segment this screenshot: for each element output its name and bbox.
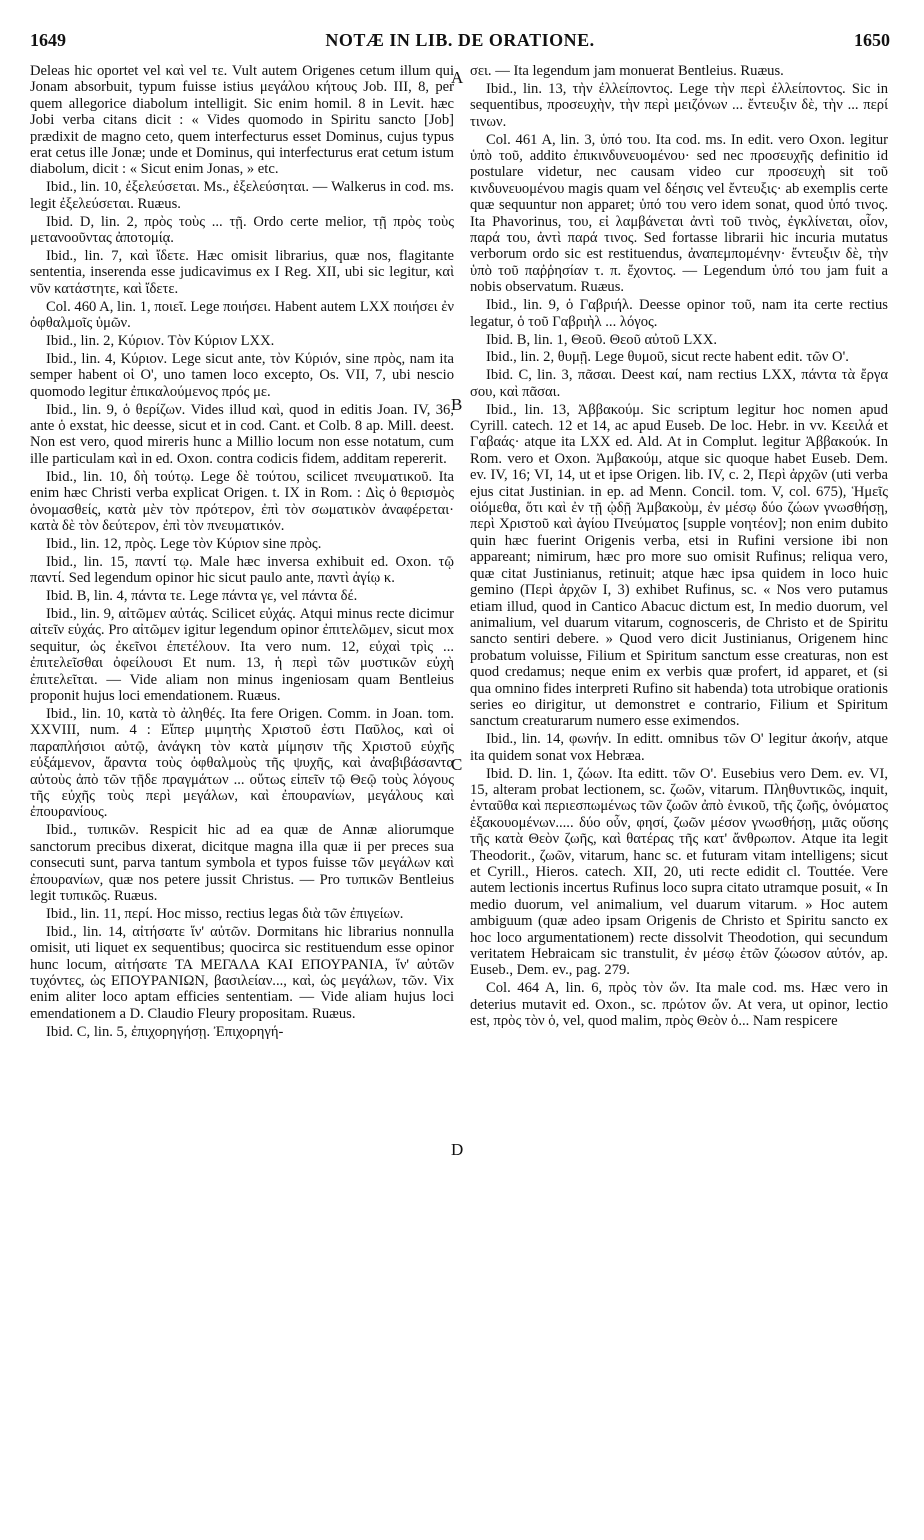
note-paragraph: Ibid. D. lin. 1, ζώων. Ita editt. τῶν Ο'. Eusebius vero Dem. ev. VI, 15, alteram probat lectionem, sc. ζωῶν, vitarum. Πληθυντικῶς, inquit, ἐνταῦθα καὶ περιεσπωμένως τῶν ζωῶν ἀπὸ ἑνικοῦ, τῆς ζωῆς, ὀνόματος ἐξακουομένων..... δύο οὖν, φησί, ζωῶν μέσον γνωσθήσῃ, μιᾶς οὔσης τῆς κατὰ Θεὸν ζωῆς, καὶ θατέρας τῆς κατ' ἄνθρωπον. Atque ita legit Theodorit., ζωῶν, vitarum, hanc sc. et futuram vitam intelligens; sicut et Cyrill., Hieros. catech. XII, 20, uti recte edidit cl. Touttée. Vere autem lectionis incertus Rufinus loco supra citato utramque posuit, « In medio duorum, vel animalium, vel duarum vitarum. » Hoc autem ambiguum (quæ adeo ipsam Origenis de Christo et Spiritu sancto ex hoc loco argumentationem) recte dissolvit Theodotion, qui secundum veritatem Hebraicam sic transtulit, ἐν μέσῳ ἐτῶν ζώωσον αὐτόν, ap. Euseb., Dem. ev., pag. 279. — [470, 765, 888, 979]
note-paragraph: Ibid., lin. 2, Κύριον. Τὸν Κύριον LXX. — [46, 333, 275, 349]
margin-letter-c: C — [451, 755, 463, 774]
note-paragraph: Ibid., lin. 14, αἰτήσατε ἵν' αὐτῶν. Dormitans hic librarius nonnulla omisit, uti liquet ex sequentibus; quocirca sic restituendum esse opinor hunc locum, αἰτήσατε ΤΑ ΜΕΓΑΛΑ ΚΑΙ ΕΠΟΥΡΑΝΙΑ, ἵν' αὐτῶν τυχόντες, ὡς ΕΠΟΥΡΑΝΙΩΝ, βασιλείαν..., καὶ, ὡς μεγάλων, τῶν. Vix enim aliter loco aptam efficies sententiam. — Vide aliam hujus loci emendationem a D. Claudio Fleury propositam. Ruæus. — [30, 923, 454, 1022]
note-paragraph: Ibid., lin. 11, περί. Hoc misso, rectius legas διὰ τῶν ἐπιγείων. — [46, 905, 404, 922]
note-paragraph: Ibid., lin. 9, αἰτῶμεν αὐτάς. Scilicet εὐχάς. Atqui minus recte dicimur αἰτεῖν εὐχάς. Pro αἰτῶμεν igitur legendum opinor ἐπιτελῶμεν, sicut mox sequitur, ὡς ἐκεῖνοι ἐπετέλουν. Ita vero num. 12, εὐχαὶ τρὶς ... ἐπιτελεῖσθαι ὀφείλουσι Et num. 13, ἡ περὶ τῶν μυστικῶν εὐχὴ ἐπιτελεῖται. — Vide aliam non minus ingeniosam quam Bentleius proponit hujus loci emendationem. Ruæus. — [30, 606, 454, 705]
note-paragraph: Ibid., lin. 4, Κύριον. Lege sicut ante, τὸν Κύριόν, sine πρὸς, nam ita semper habent οἱ Ο', uno tamen loco excepto, Os. VII, 7, ubi nescio quomodo legitur ἐπικαλούμενος πρός με. — [30, 350, 454, 400]
margin-letter-a: A — [451, 68, 464, 87]
note-paragraph: Col. 461 A, lin. 3, ὑπό του. Ita cod. ms. In edit. vero Oxon. legitur ὑπὸ τοῦ, addito ἐπικινδυνευομένου· sed nec προσευχῆς definitio id postulare videtur, nec causam video cur προσευχὴ sit τοῦ κινδυνευομένου magis quam vel δέησις vel ἔντευξις· ab exemplis certe quæ sequuntur non apparet; ὑπό του vero idem sonat, quod ὑπό τινος. Ita Phavorinus, του, εἰ λαμβάνεται ἀντὶ τοῦ τινὸς, ἐγκλίνεται, οἷον, παρά του, ἀντὶ παρά τινος. Sed fortasse librarii hic incuria mutatus verborum ordo sic est restituendus, ἀναπεμπομένην· ἔντευξιν δὲ, τὴν ὑπὸ τοῦ παῤῥησίαν τ. π. ἔχοντος. — Legendum ὑπό του jam fuit a nobis observatum. Ruæus. — [470, 131, 888, 296]
note-paragraph: Ibid., lin. 10, κατὰ τὸ ἀληθές. Ita fere Origen. Comm. in Joan. tom. XXVIII, num. 4 : Εἴπερ μιμητὴς Χριστοῦ ἐστι Παῦλος, καὶ οἱ παραπλήσιοι αὐτῷ, ἀνάγκη τὸν κατὰ μίμησιν τῆς Χριστοῦ εὐχῆς εὐξάμενον, ἄραντα τοὺς ὀφθαλμοὺς τῆς ψυχῆς, καὶ ἀναβιβάσαντα αὐτοὺς ἀπὸ τῶν τῇδε πραγμάτων ... οὕτως εἰπεῖν τῷ Θεῷ τοὺς λόγους τῆς εὐχῆς τοὺς περὶ μεγάλων, καὶ ἐπουρανίων, μεγάλους καὶ ἐπουρανίους. — [30, 705, 454, 821]
page-number-left: 1649 — [30, 30, 66, 50]
note-paragraph: Ibid., lin. 9, ὁ Γαβριήλ. Deesse opinor τοῦ, nam ita certe rectius legatur, ὁ τοῦ Γαβριὴλ ... λόγος. — [470, 297, 888, 330]
right-column — [470, 63, 888, 1531]
note-paragraph: Ibid., lin. 15, παντί τῳ. Male hæc inversa exhibuit ed. Oxon. τῷ παντί. Sed legendum opinor hic sicut paulo ante, παντὶ ἁγίῳ κ. — [30, 553, 454, 587]
note-paragraph: Ibid., lin. 9, ὁ θερίζων. Vides illud καὶ, quod in editis Joan. IV, 36, ante ὁ exstat, hic deesse, sicut et in cod. Cant. et Colb. 8 ap. Mill. deest. Non est vero, quod mireris hunc a Millio locum non esse notatum, cum ille particulam καὶ in ed. Oxon. contra codicis fidem, additam repererit. — [30, 401, 454, 467]
note-paragraph: Ibid., τυπικῶν. Respicit hic ad ea quæ de Annæ aliorumque sanctorum precibus dixerat, dicitque magna illa quæ ii per preces sua consecuti sunt, parva tantum symbola et typos fuisse τῶν μεγάλων καὶ ἐπουρανίων, quæ nos petere jussit Christus. — Pro τυπικῶν Bentleius legit τυπικῶς. Ruæus. — [30, 822, 454, 904]
note-paragraph: Ibid. D, lin. 2, πρὸς τοὺς ... τῇ. Ordo certe melior, τῇ πρὸς τοὺς μετανοοῦντας ἀποτομίᾳ. — [30, 213, 454, 247]
note-paragraph: Ibid., lin. 12, πρὸς. Lege τὸν Κύριον sine πρὸς. — [46, 535, 322, 552]
page-number-right: 1650 — [854, 30, 890, 50]
note-paragraph: Ibid. B, lin. 1, Θεοῦ. Θεοῦ αὐτοῦ LXX. — [486, 331, 718, 348]
note-paragraph: Col. 460 A, lin. 1, ποιεῖ. Lege ποιήσει. Habent autem LXX ποιήσει ἐν ὀφθαλμοῖς ὑμῶν. — [30, 298, 454, 332]
left-column — [30, 63, 454, 1531]
note-paragraph: Ibid., lin. 10, ἐξελεύσεται. Ms., ἐξελεύσηται. — Walkerus in cod. ms. legit ἐξελεύσεται. Ruæus. — [30, 179, 454, 212]
note-paragraph: Ibid. B, lin. 4, πάντα τε. Lege πάντα γε, vel πάντα δέ. — [46, 588, 358, 605]
running-header — [30, 30, 890, 56]
note-paragraph: Col. 464 A, lin. 6, πρὸς τὸν ὤν. Ita male cod. ms. Hæc vero in deterius mutavit ed. Oxon., sc. πρώτον ὤν. At vera, ut opinor, lectio est, πρὸς τὸν ὁ, vel, quod malim, πρὸς Θεὸν ὁ... Nam respicere — [470, 980, 888, 1030]
note-paragraph: Ibid. C, lin. 3, πᾶσαι. Deest καί, nam rectius LXX, πάντα τὰ ἔργα σου, καὶ πᾶσαι. — [470, 367, 888, 400]
margin-letter-d: D — [451, 1140, 464, 1159]
note-paragraph: Ibid., lin. 7, καὶ ἴδετε. Hæc omisit librarius, quæ nos, flagitante sententia, inserenda esse judicavimus ex I Reg. XII, ubi sic legitur, καὶ νῦν κατάστητε, καὶ ἴδετε. — [30, 247, 454, 297]
note-paragraph: Ibid. C, lin. 5, ἐπιχορηγήσῃ. Ἐπιχορηγή- — [46, 1023, 284, 1040]
note-paragraph: σει. — Ita legendum jam monuerat Bentleius. Ruæus. — [470, 63, 784, 79]
note-paragraph: Ibid., lin. 2, θυμῇ. Lege θυμοῦ, sicut recte habent edit. τῶν Ο'. — [486, 349, 849, 366]
margin-letter-b: B — [451, 395, 463, 414]
note-paragraph: Ibid., lin. 14, φωνήν. In editt. omnibus τῶν Ο' legitur ἀκοήν, atque ita quidem sonat vox Hebræa. — [470, 731, 888, 764]
note-paragraph: Deleas hic oportet vel καὶ vel τε. Vult autem Origenes cetum illum qui Jonam absorbuit, typum fuisse istius μεγάλου κήτους Job. III, 8, per quem allegorice diabolum intelligit. Sic enim homil. 8 in Levit. hæc Jobi verba citans dicit : « Vides quomodo in Spiritu sancto [Job] prædixit de magno ceto, quem interfecturus esset Dominus, cujus typus erat cetus ille Jonæ; unde et Dominus, qui interfecturus erat cetum istum diabolum, dicit : « Sicut enim Jonas, » etc. — [30, 63, 454, 178]
note-paragraph: Ibid., lin. 13, Ἀββακούμ. Sic scriptum legitur hoc nomen apud Cyrill. catech. 12 et 14, ac apud Euseb. De loc. Hebr. in vv. Κεειλά et Γαβαάς· atque ita LXX ed. Ald. At in Complut. legitur Ἀββακούκ. In Rom. vero et Oxon. Ἀμβακούμ, atque sic quoque habet Euseb. Dem. ev. IV, 16; VI, 14, ut et ipse Origen. lib. IV, c. 2, Περὶ ἀρχῶν (uti verba ejus citat Justinian. in ep. ad Menn. Concil. tom. V, col. 675), Ἡμεῖς οἰόμεθα, ὅτι καὶ ἐν τῇ ᾠδῇ Ἀμβακοὺμ, ἐν μέσῳ δύο ζώων γνωσθήσῃ, περὶ Χριστοῦ καὶ ἁγίου Πνεύματος [supple νοητέον]; non enim dubito quin hæc fuerint Origenis verba, etsi in Rufini versione ibi non appareant; nimirum, hæc pro more suo omisit Rufinus; reliqua vero, quæ citat Justinianus, retinuit; atque hæc ipsa quidem in loco huic gemino (Περὶ ἀρχῶν I, 3) exhibet Rufinus, sc. « Nos vero putamus etiam illud, quod in Cantico Abacuc dictum est, In medio duorum, vel animalium, vel duarum vitarum, cognosceris, de Christo et de Spiritu sancto sentiri debere. » Quod vero dicit Justinianus, Origenem hinc probatum voluisse, Filium et Spiritum sanctum esse creaturas, non est quod credamus; neque enim ex verbis quæ profert, id apparet, et (si qua omnino fides interpreti Rufino sit habenda) tota utrobique orationis series eo dirigitur, ut demonstret e contrario, Filium et Spiritum sanctum creaturarum numero esse eximendos. — [470, 401, 888, 730]
running-title: NOTÆ IN LIB. DE ORATIONE. — [325, 30, 595, 50]
note-paragraph: Ibid., lin. 13, τὴν ἐλλείποντος. Lege τὴν περὶ ἐλλείποντος. Sic in sequentibus, προσευχὴν, τὴν περὶ μειζόνων ... ἔντευξιν δὲ, τὴν ... περί τινων. — [470, 80, 888, 130]
note-paragraph: Ibid., lin. 10, δὴ τούτῳ. Lege δὲ τούτου, scilicet πνευματικοῦ. Ita enim hæc Christi verba explicat Origen. t. IX in Rom. : Δὶς ὁ θερισμὸς ὀνομασθείς, κατὰ μὲν τὸν πρότερον, ἐπὶ τὸν σωματικὸν ἀναφέρεται· κατὰ δὲ τὸν δεύτερον, ἐπὶ τὸν πνευματικόν. — [30, 468, 454, 534]
